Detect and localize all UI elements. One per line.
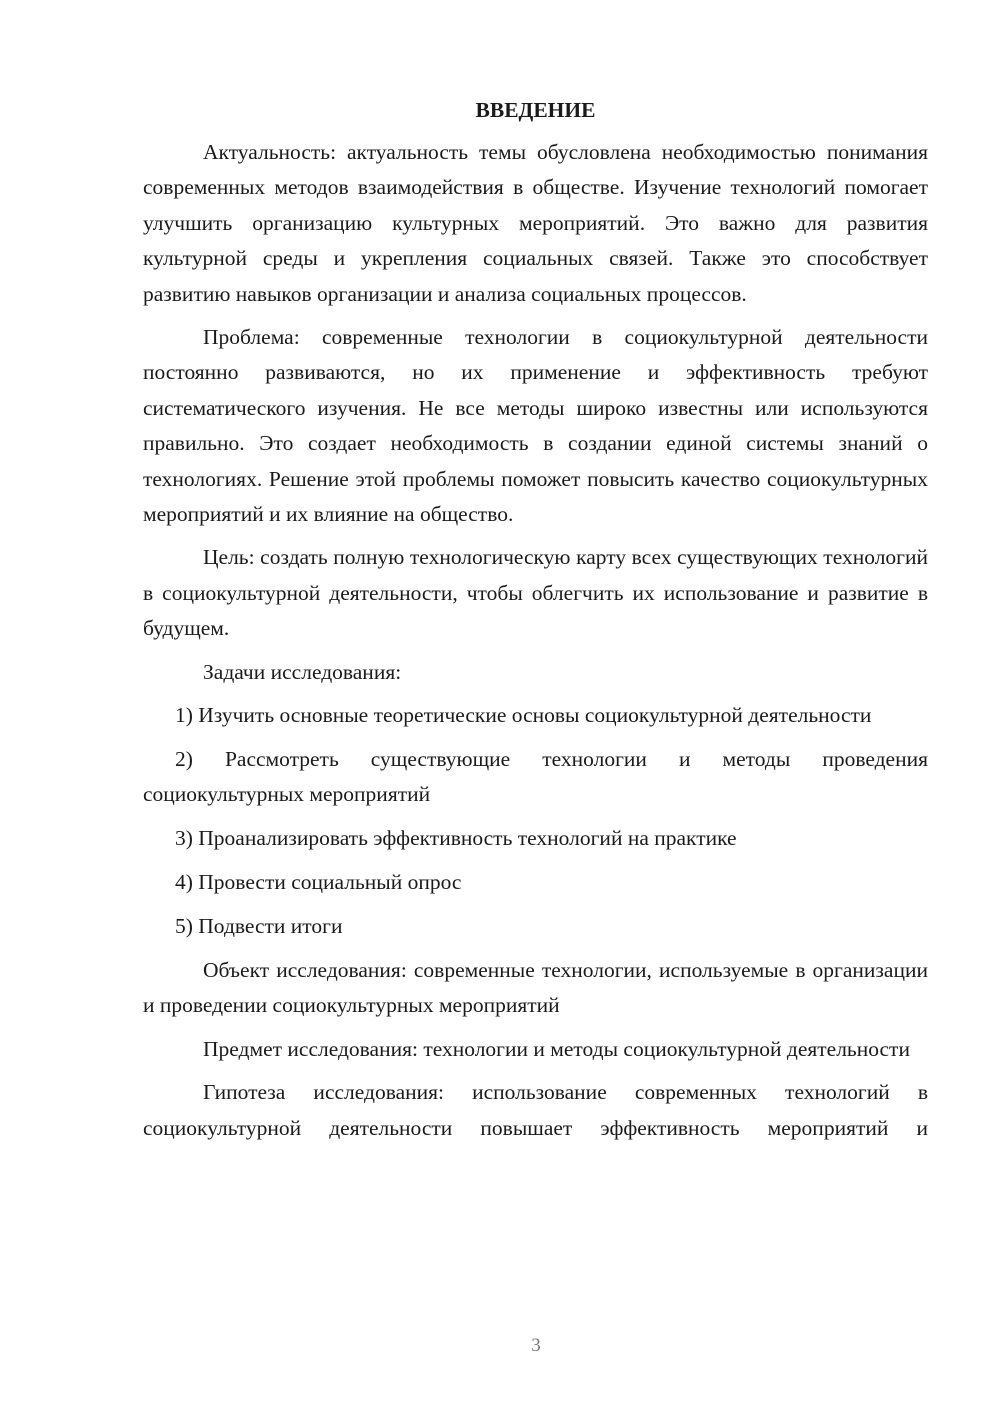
paragraph-tasks-intro: Задачи исследования: xyxy=(203,659,402,684)
task-item: 4) Провести социальный опрос xyxy=(175,870,462,895)
paragraph-goal: Цель: создать полную технологическую карту всех существующих технологий в социокультурной деятельности, чтобы облегчить их использование и развитие в будущем. xyxy=(143,545,928,641)
text-column xyxy=(143,93,928,1154)
paragraph-problem: Проблема: современные технологии в социокультурной деятельности постоянно развиваются, но их применение и эффективность требуют систематического изучения. Не все методы широко известны или используются правильно. Это создает необходимость в создании единой системы знаний о технологиях. Решение этой проблемы поможет повысить качество социокультурных мероприятий и их влияние на общество. xyxy=(143,325,928,527)
task-item: 3) Проанализировать эффективность технологий на практике xyxy=(175,826,737,851)
page-number: 3 xyxy=(531,1335,541,1356)
section-heading: ВВЕДЕНИЕ xyxy=(475,98,596,122)
task-item: 1) Изучить основные теоретические основы социокультурной деятельности xyxy=(175,703,872,728)
paragraph-subject: Предмет исследования: технологии и методы социокультурной деятельности xyxy=(203,1036,910,1061)
paragraph-object: Объект исследования: современные технологии, используемые в организации и проведении социокультурных мероприятий xyxy=(143,958,928,1018)
paragraph-relevance: Актуальность: актуальность темы обусловлена необходимостью понимания современных методов взаимодействия в обществе. Изучение технологий помогает улучшить организацию культурных мероприятий. Это важно для развития культурной среды и укрепления социальных связей. Также это способствует развитию навыков организации и анализа социальных процессов. xyxy=(143,140,928,306)
task-item: 5) Подвести итоги xyxy=(175,914,343,939)
paragraph-hypothesis: Гипотеза исследования: использование современных технологий в социокультурной деятельности повышает эффективность мероприятий и xyxy=(143,1080,928,1140)
task-item: 2) Рассмотреть существующие технологии и методы проведения социокультурных мероприятий xyxy=(143,747,928,807)
